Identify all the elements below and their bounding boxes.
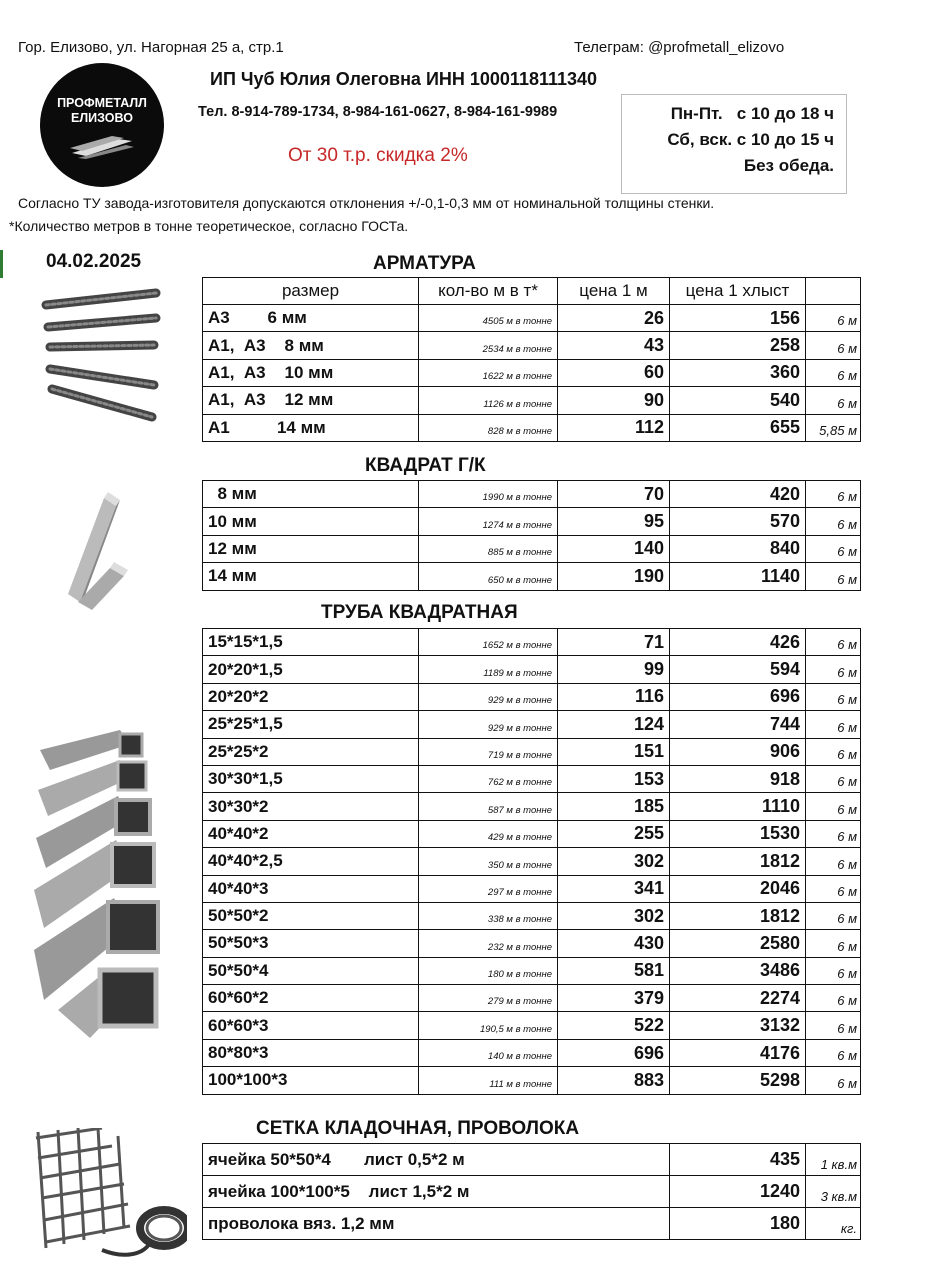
size-cell: 60*60*2 bbox=[203, 985, 419, 1012]
price-per-whip-cell: 540 bbox=[670, 387, 806, 414]
product-name-cell: проволока вяз. 1,2 мм bbox=[203, 1208, 670, 1240]
square-bar-title: КВАДРАТ Г/К bbox=[365, 455, 486, 476]
price-per-meter-cell: 124 bbox=[558, 711, 670, 738]
discount-note: От 30 т.р. скидка 2% bbox=[288, 145, 468, 166]
meters-per-ton-cell: 885 м в тонне bbox=[419, 535, 558, 562]
size-cell: 30*30*2 bbox=[203, 793, 419, 820]
price-per-meter-cell: 185 bbox=[558, 793, 670, 820]
price-per-meter-cell: 255 bbox=[558, 820, 670, 847]
size-cell: 40*40*2,5 bbox=[203, 848, 419, 875]
length-cell: 6 м bbox=[806, 683, 861, 710]
table-header bbox=[203, 278, 861, 305]
table-row bbox=[203, 414, 861, 441]
price-per-meter-cell: 522 bbox=[558, 1012, 670, 1039]
price-per-whip-cell: 2580 bbox=[670, 930, 806, 957]
hours-weekend: Сб, вск. с 10 до 15 ч bbox=[667, 130, 834, 149]
price-per-meter-cell: 60 bbox=[558, 359, 670, 386]
size-cell: А1, А3 8 мм bbox=[203, 332, 419, 359]
edge-marker bbox=[0, 250, 3, 278]
price-per-meter-cell: 883 bbox=[558, 1067, 670, 1094]
square-bar-image bbox=[62, 490, 142, 615]
length-cell: 6 м bbox=[806, 711, 861, 738]
table-row bbox=[203, 875, 861, 902]
length-cell: 6 м bbox=[806, 535, 861, 562]
price-per-meter-cell: 696 bbox=[558, 1039, 670, 1066]
price-per-whip-cell: 1110 bbox=[670, 793, 806, 820]
meters-per-ton-cell: 587 м в тонне bbox=[419, 793, 558, 820]
price-per-whip-cell: 840 bbox=[670, 535, 806, 562]
meters-per-ton-cell: 190,5 м в тонне bbox=[419, 1012, 558, 1039]
price-per-meter-cell: 341 bbox=[558, 875, 670, 902]
size-cell: 100*100*3 bbox=[203, 1067, 419, 1094]
meters-per-ton-cell: 180 м в тонне bbox=[419, 957, 558, 984]
square-tube-image bbox=[30, 730, 165, 1040]
length-cell: 6 м bbox=[806, 793, 861, 820]
price-per-meter-cell: 302 bbox=[558, 902, 670, 929]
size-cell: 14 мм bbox=[203, 563, 419, 590]
meters-per-ton-cell: 1126 м в тонне bbox=[419, 387, 558, 414]
tolerance-note: Согласно ТУ завода-изготовителя допускаются отклонения +/-0,1-0,3 мм от номинальной толщины стенки. bbox=[18, 195, 715, 211]
price-per-whip-cell: 426 bbox=[670, 629, 806, 656]
telegram-contact[interactable]: Телеграм: @profmetall_elizovo bbox=[574, 39, 785, 56]
length-cell: 6 м bbox=[806, 848, 861, 875]
size-cell: 50*50*3 bbox=[203, 930, 419, 957]
meters-per-ton-cell: 828 м в тонне bbox=[419, 414, 558, 441]
meters-per-ton-cell: 929 м в тонне bbox=[419, 711, 558, 738]
size-cell: А3 6 мм bbox=[203, 305, 419, 332]
pipes-icon bbox=[68, 133, 136, 159]
meters-per-ton-cell: 762 м в тонне bbox=[419, 765, 558, 792]
price-per-meter-cell: 140 bbox=[558, 535, 670, 562]
table-row bbox=[203, 765, 861, 792]
price-per-meter-cell: 302 bbox=[558, 848, 670, 875]
size-cell: 8 мм bbox=[203, 481, 419, 508]
price-per-whip-cell: 420 bbox=[670, 481, 806, 508]
price-cell: 1240 bbox=[670, 1176, 806, 1208]
size-cell: А1, А3 12 мм bbox=[203, 387, 419, 414]
phone-numbers[interactable]: Тел. 8-914-789-1734, 8-984-161-0627, 8-984-161-9989 bbox=[198, 104, 558, 120]
square-tube-table bbox=[202, 628, 861, 1095]
meters-per-ton-cell: 338 м в тонне bbox=[419, 902, 558, 929]
size-cell: 40*40*3 bbox=[203, 875, 419, 902]
price-per-meter-cell: 99 bbox=[558, 656, 670, 683]
table-row bbox=[203, 656, 861, 683]
col-size: размер bbox=[203, 278, 419, 305]
price-per-whip-cell: 744 bbox=[670, 711, 806, 738]
meters-per-ton-cell: 429 м в тонне bbox=[419, 820, 558, 847]
size-cell: 20*20*1,5 bbox=[203, 656, 419, 683]
table-row bbox=[203, 359, 861, 386]
price-per-whip-cell: 3486 bbox=[670, 957, 806, 984]
meters-per-ton-cell: 1652 м в тонне bbox=[419, 629, 558, 656]
unit-cell: кг. bbox=[806, 1208, 861, 1240]
length-cell: 6 м bbox=[806, 332, 861, 359]
price-per-whip-cell: 156 bbox=[670, 305, 806, 332]
length-cell: 6 м bbox=[806, 359, 861, 386]
meters-per-ton-cell: 650 м в тонне bbox=[419, 563, 558, 590]
table-row bbox=[203, 508, 861, 535]
table-row bbox=[203, 1176, 861, 1208]
meters-per-ton-cell: 1622 м в тонне bbox=[419, 359, 558, 386]
working-hours bbox=[621, 94, 847, 194]
table-row bbox=[203, 1144, 861, 1176]
table-row bbox=[203, 902, 861, 929]
table-row bbox=[203, 387, 861, 414]
mesh-wire-image bbox=[32, 1128, 187, 1263]
size-cell: 25*25*1,5 bbox=[203, 711, 419, 738]
size-cell: 40*40*2 bbox=[203, 820, 419, 847]
table-row bbox=[203, 820, 861, 847]
meters-per-ton-cell: 1189 м в тонне bbox=[419, 656, 558, 683]
hours-weekdays: Пн-Пт. с 10 до 18 ч bbox=[670, 104, 834, 123]
unit-cell: 1 кв.м bbox=[806, 1144, 861, 1176]
col-qty: кол-во м в т* bbox=[419, 278, 558, 305]
price-per-meter-cell: 95 bbox=[558, 508, 670, 535]
length-cell: 6 м bbox=[806, 765, 861, 792]
length-cell: 5,85 м bbox=[806, 414, 861, 441]
price-per-meter-cell: 71 bbox=[558, 629, 670, 656]
unit-cell: 3 кв.м bbox=[806, 1176, 861, 1208]
size-cell: А1, А3 10 мм bbox=[203, 359, 419, 386]
meters-per-ton-cell: 140 м в тонне bbox=[419, 1039, 558, 1066]
price-per-whip-cell: 258 bbox=[670, 332, 806, 359]
size-cell: 60*60*3 bbox=[203, 1012, 419, 1039]
price-per-meter-cell: 90 bbox=[558, 387, 670, 414]
meters-note: *Количество метров в тонне теоретическое, согласно ГОСТа. bbox=[9, 218, 409, 234]
length-cell: 6 м bbox=[806, 508, 861, 535]
square-tube-title: ТРУБА КВАДРАТНАЯ bbox=[321, 602, 518, 623]
length-cell: 6 м bbox=[806, 930, 861, 957]
meters-per-ton-cell: 297 м в тонне bbox=[419, 875, 558, 902]
square-bar-table bbox=[202, 480, 861, 591]
meters-per-ton-cell: 2534 м в тонне bbox=[419, 332, 558, 359]
rebar-image bbox=[38, 285, 163, 430]
meters-per-ton-cell: 1990 м в тонне bbox=[419, 481, 558, 508]
table-row bbox=[203, 985, 861, 1012]
size-cell: 12 мм bbox=[203, 535, 419, 562]
table-row bbox=[203, 563, 861, 590]
size-cell: 10 мм bbox=[203, 508, 419, 535]
meters-per-ton-cell: 279 м в тонне bbox=[419, 985, 558, 1012]
table-row bbox=[203, 305, 861, 332]
price-per-whip-cell: 655 bbox=[670, 414, 806, 441]
price-per-whip-cell: 4176 bbox=[670, 1039, 806, 1066]
table-row bbox=[203, 711, 861, 738]
size-cell: 25*25*2 bbox=[203, 738, 419, 765]
price-per-whip-cell: 570 bbox=[670, 508, 806, 535]
table-row bbox=[203, 1067, 861, 1094]
hours-no-lunch: Без обеда. bbox=[743, 156, 834, 175]
length-cell: 6 м bbox=[806, 875, 861, 902]
length-cell: 6 м bbox=[806, 985, 861, 1012]
rebar-table bbox=[202, 277, 861, 442]
price-per-meter-cell: 379 bbox=[558, 985, 670, 1012]
table-row bbox=[203, 848, 861, 875]
table-row bbox=[203, 1012, 861, 1039]
length-cell: 6 м bbox=[806, 738, 861, 765]
price-per-whip-cell: 2046 bbox=[670, 875, 806, 902]
length-cell: 6 м bbox=[806, 481, 861, 508]
meters-per-ton-cell: 4505 м в тонне bbox=[419, 305, 558, 332]
logo bbox=[40, 63, 164, 187]
price-date: 04.02.2025 bbox=[46, 251, 142, 272]
length-cell: 6 м bbox=[806, 629, 861, 656]
price-per-meter-cell: 116 bbox=[558, 683, 670, 710]
size-cell: 80*80*3 bbox=[203, 1039, 419, 1066]
logo-line2: ЕЛИЗОВО bbox=[71, 111, 133, 125]
table-row bbox=[203, 332, 861, 359]
meters-per-ton-cell: 719 м в тонне bbox=[419, 738, 558, 765]
price-per-meter-cell: 581 bbox=[558, 957, 670, 984]
length-cell: 6 м bbox=[806, 305, 861, 332]
price-per-meter-cell: 70 bbox=[558, 481, 670, 508]
price-per-whip-cell: 696 bbox=[670, 683, 806, 710]
address: Гор. Елизово, ул. Нагорная 25 а, стр.1 bbox=[18, 39, 284, 56]
meters-per-ton-cell: 111 м в тонне bbox=[419, 1067, 558, 1094]
length-cell: 6 м bbox=[806, 957, 861, 984]
length-cell: 6 м bbox=[806, 1039, 861, 1066]
price-per-whip-cell: 918 bbox=[670, 765, 806, 792]
table-row bbox=[203, 629, 861, 656]
table-row bbox=[203, 957, 861, 984]
table-row bbox=[203, 930, 861, 957]
price-per-whip-cell: 1140 bbox=[670, 563, 806, 590]
price-per-whip-cell: 906 bbox=[670, 738, 806, 765]
price-per-meter-cell: 26 bbox=[558, 305, 670, 332]
table-row bbox=[203, 683, 861, 710]
table-row bbox=[203, 1208, 861, 1240]
price-cell: 180 bbox=[670, 1208, 806, 1240]
size-cell: 15*15*1,5 bbox=[203, 629, 419, 656]
price-per-meter-cell: 430 bbox=[558, 930, 670, 957]
product-name-cell: ячейка 100*100*5 лист 1,5*2 м bbox=[203, 1176, 670, 1208]
price-per-meter-cell: 190 bbox=[558, 563, 670, 590]
length-cell: 6 м bbox=[806, 656, 861, 683]
length-cell: 6 м bbox=[806, 1012, 861, 1039]
company-name: ИП Чуб Юлия Олеговна ИНН 1000118111340 bbox=[210, 69, 598, 89]
price-per-whip-cell: 5298 bbox=[670, 1067, 806, 1094]
price-per-whip-cell: 360 bbox=[670, 359, 806, 386]
price-per-whip-cell: 1812 bbox=[670, 848, 806, 875]
price-per-whip-cell: 1812 bbox=[670, 902, 806, 929]
price-per-meter-cell: 153 bbox=[558, 765, 670, 792]
size-cell: 30*30*1,5 bbox=[203, 765, 419, 792]
col-price-per-m: цена 1 м bbox=[558, 278, 670, 305]
rebar-title: АРМАТУРА bbox=[373, 253, 476, 274]
size-cell: 20*20*2 bbox=[203, 683, 419, 710]
meters-per-ton-cell: 1274 м в тонне bbox=[419, 508, 558, 535]
product-name-cell: ячейка 50*50*4 лист 0,5*2 м bbox=[203, 1144, 670, 1176]
col-price-per-whip: цена 1 хлыст bbox=[670, 278, 806, 305]
size-cell: 50*50*4 bbox=[203, 957, 419, 984]
table-row bbox=[203, 738, 861, 765]
size-cell: 50*50*2 bbox=[203, 902, 419, 929]
price-per-meter-cell: 151 bbox=[558, 738, 670, 765]
meters-per-ton-cell: 232 м в тонне bbox=[419, 930, 558, 957]
length-cell: 6 м bbox=[806, 563, 861, 590]
table-row bbox=[203, 1039, 861, 1066]
length-cell: 6 м bbox=[806, 387, 861, 414]
price-per-meter-cell: 112 bbox=[558, 414, 670, 441]
table-row bbox=[203, 481, 861, 508]
price-per-whip-cell: 3132 bbox=[670, 1012, 806, 1039]
length-cell: 6 м bbox=[806, 1067, 861, 1094]
length-cell: 6 м bbox=[806, 820, 861, 847]
size-cell: А1 14 мм bbox=[203, 414, 419, 441]
meters-per-ton-cell: 929 м в тонне bbox=[419, 683, 558, 710]
logo-line1: ПРОФМЕТАЛЛ bbox=[57, 96, 147, 110]
price-per-whip-cell: 594 bbox=[670, 656, 806, 683]
price-per-whip-cell: 1530 bbox=[670, 820, 806, 847]
length-cell: 6 м bbox=[806, 902, 861, 929]
table-row bbox=[203, 535, 861, 562]
mesh-title: СЕТКА КЛАДОЧНАЯ, ПРОВОЛОКА bbox=[256, 1118, 580, 1139]
meters-per-ton-cell: 350 м в тонне bbox=[419, 848, 558, 875]
price-per-meter-cell: 43 bbox=[558, 332, 670, 359]
price-per-whip-cell: 2274 bbox=[670, 985, 806, 1012]
col-length bbox=[806, 278, 861, 305]
price-cell: 435 bbox=[670, 1144, 806, 1176]
table-row bbox=[203, 793, 861, 820]
mesh-table bbox=[202, 1143, 861, 1240]
